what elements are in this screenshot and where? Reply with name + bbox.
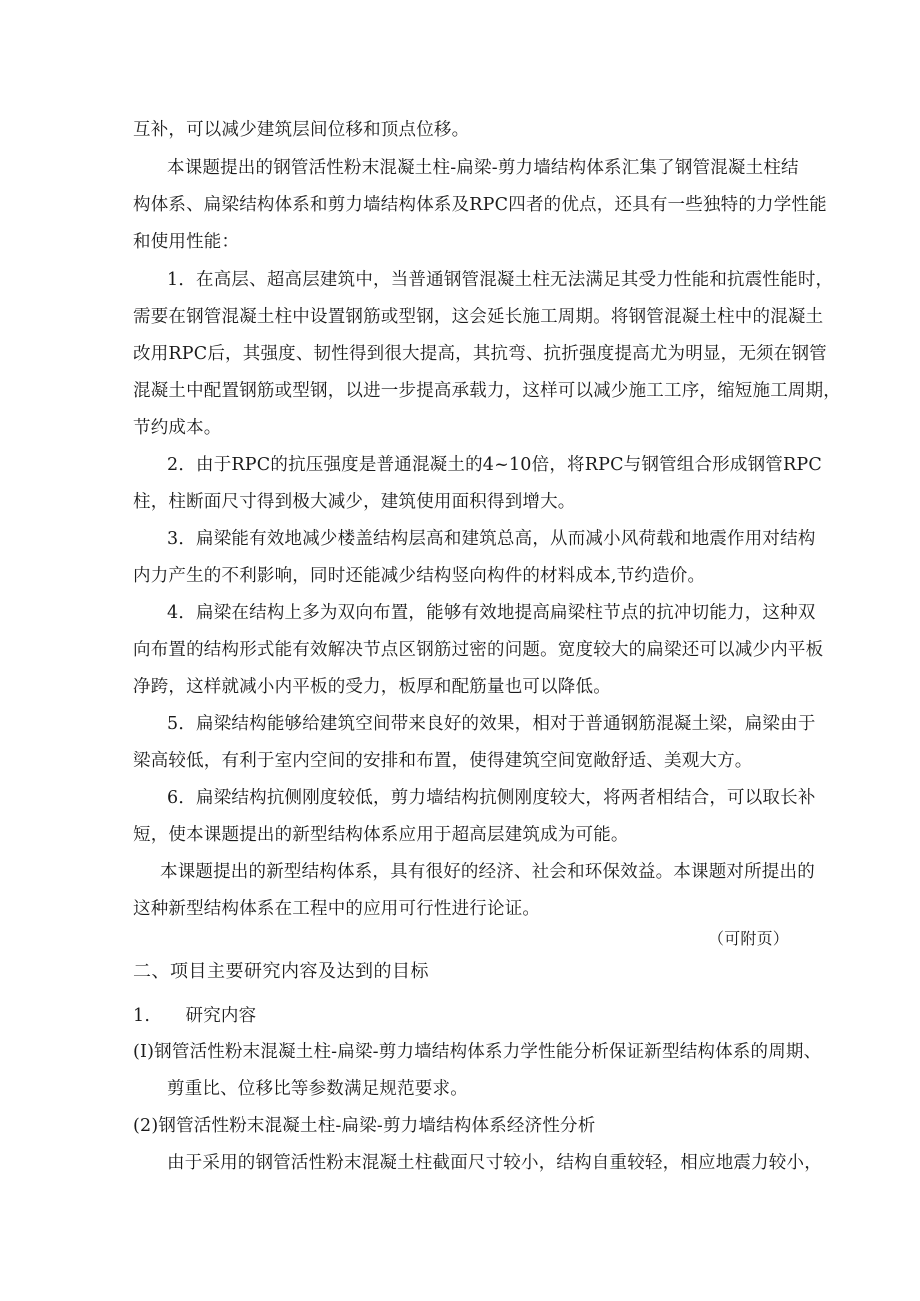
attachment-note: （可附页） [708, 929, 790, 948]
section-heading: 二、项目主要研究内容及达到的目标 [133, 961, 429, 982]
list-item-line: 短，使本课题提出的新型结构体系应用于超高层建筑成为可能。 [133, 825, 629, 845]
paragraph-line: 构体系、扁梁结构体系和剪力墙结构体系及RPC四者的优点，还具有一些独特的力学性能 [133, 195, 827, 215]
subsection-heading: 1. 研究内容 [133, 1006, 257, 1026]
list-item-line: 净跨，这样就减小内平板的受力，板厚和配筋量也可以降低。 [133, 677, 611, 697]
list-item-line: 内力产生的不利影响，同时还能减少结构竖向构件的材料成本,节约造价。 [133, 566, 706, 586]
paragraph-line: 由于采用的钢管活性粉末混凝土柱截面尺寸较小，结构自重较轻，相应地震力较小， [167, 1153, 822, 1173]
list-item-line: 改用RPC后，其强度、韧性得到很大提高，其抗弯、抗折强度提高尤为明显，无须在钢管 [133, 344, 827, 364]
list-item-line: 需要在钢管混凝土柱中设置钢筋或型钢，这会延长施工周期。将钢管混凝土柱中的混凝土 [133, 307, 824, 327]
paragraph-line: 本课题提出的钢管活性粉末混凝土柱-扁梁-剪力墙结构体系汇集了钢管混凝土柱结 [167, 158, 799, 178]
list-item-line: 4．扁梁在结构上多为双向布置，能够有效地提高扁梁柱节点的抗冲切能力，这种双 [167, 603, 816, 623]
research-item-line: (2)钢管活性粉末混凝土柱-扁梁-剪力墙结构体系经济性分析 [133, 1116, 596, 1136]
paragraph-line: 和使用性能： [133, 232, 240, 252]
paragraph-line: 本课题提出的新型结构体系，具有很好的经济、社会和环保效益。本课题对所提出的 [160, 862, 815, 882]
list-item-line: 节约成本。 [133, 418, 222, 438]
list-item-line: 梁高较低，有利于室内空间的安排和布置，使得建筑空间宽敞舒适、美观大方。 [133, 751, 753, 771]
paragraph-line: 互补，可以减少建筑层间位移和顶点位移。 [133, 120, 470, 140]
list-item-line: 1．在高层、超高层建筑中，当普通钢管混凝土柱无法满足其受力性能和抗震性能时， [167, 270, 834, 290]
research-item-line: (I)钢管活性粉末混凝土柱-扁梁-剪力墙结构体系力学性能分析保证新型结构体系的周期、 [133, 1042, 822, 1062]
list-item-line: 5．扁梁结构能够给建筑空间带来良好的效果，相对于普通钢筋混凝土梁，扁梁由于 [167, 714, 816, 734]
list-item-line: 向布置的结构形式能有效解决节点区钢筋过密的问题。宽度较大的扁梁还可以减少内平板 [133, 640, 824, 660]
paragraph-line: 这种新型结构体系在工程中的应用可行性进行论证。 [133, 899, 541, 919]
research-item-line: 剪重比、位移比等参数满足规范要求。 [167, 1079, 468, 1099]
list-item-line: 3．扁梁能有效地减少楼盖结构层高和建筑总高，从而减小风荷载和地震作用对结构 [167, 529, 816, 549]
list-item-line: 2．由于RPC的抗压强度是普通混凝土的4~10倍，将RPC与钢管组合形成钢管RPC [167, 455, 822, 475]
list-item-line: 混凝土中配置钢筋或型钢，以进一步提高承载力，这样可以减少施工工序，缩短施工周期， [133, 381, 841, 401]
list-item-line: 6．扁梁结构抗侧刚度较低，剪力墙结构抗侧刚度较大，将两者相结合，可以取长补 [167, 788, 816, 808]
list-item-line: 柱，柱断面尺寸得到极大减少，建筑使用面积得到增大。 [133, 492, 576, 512]
